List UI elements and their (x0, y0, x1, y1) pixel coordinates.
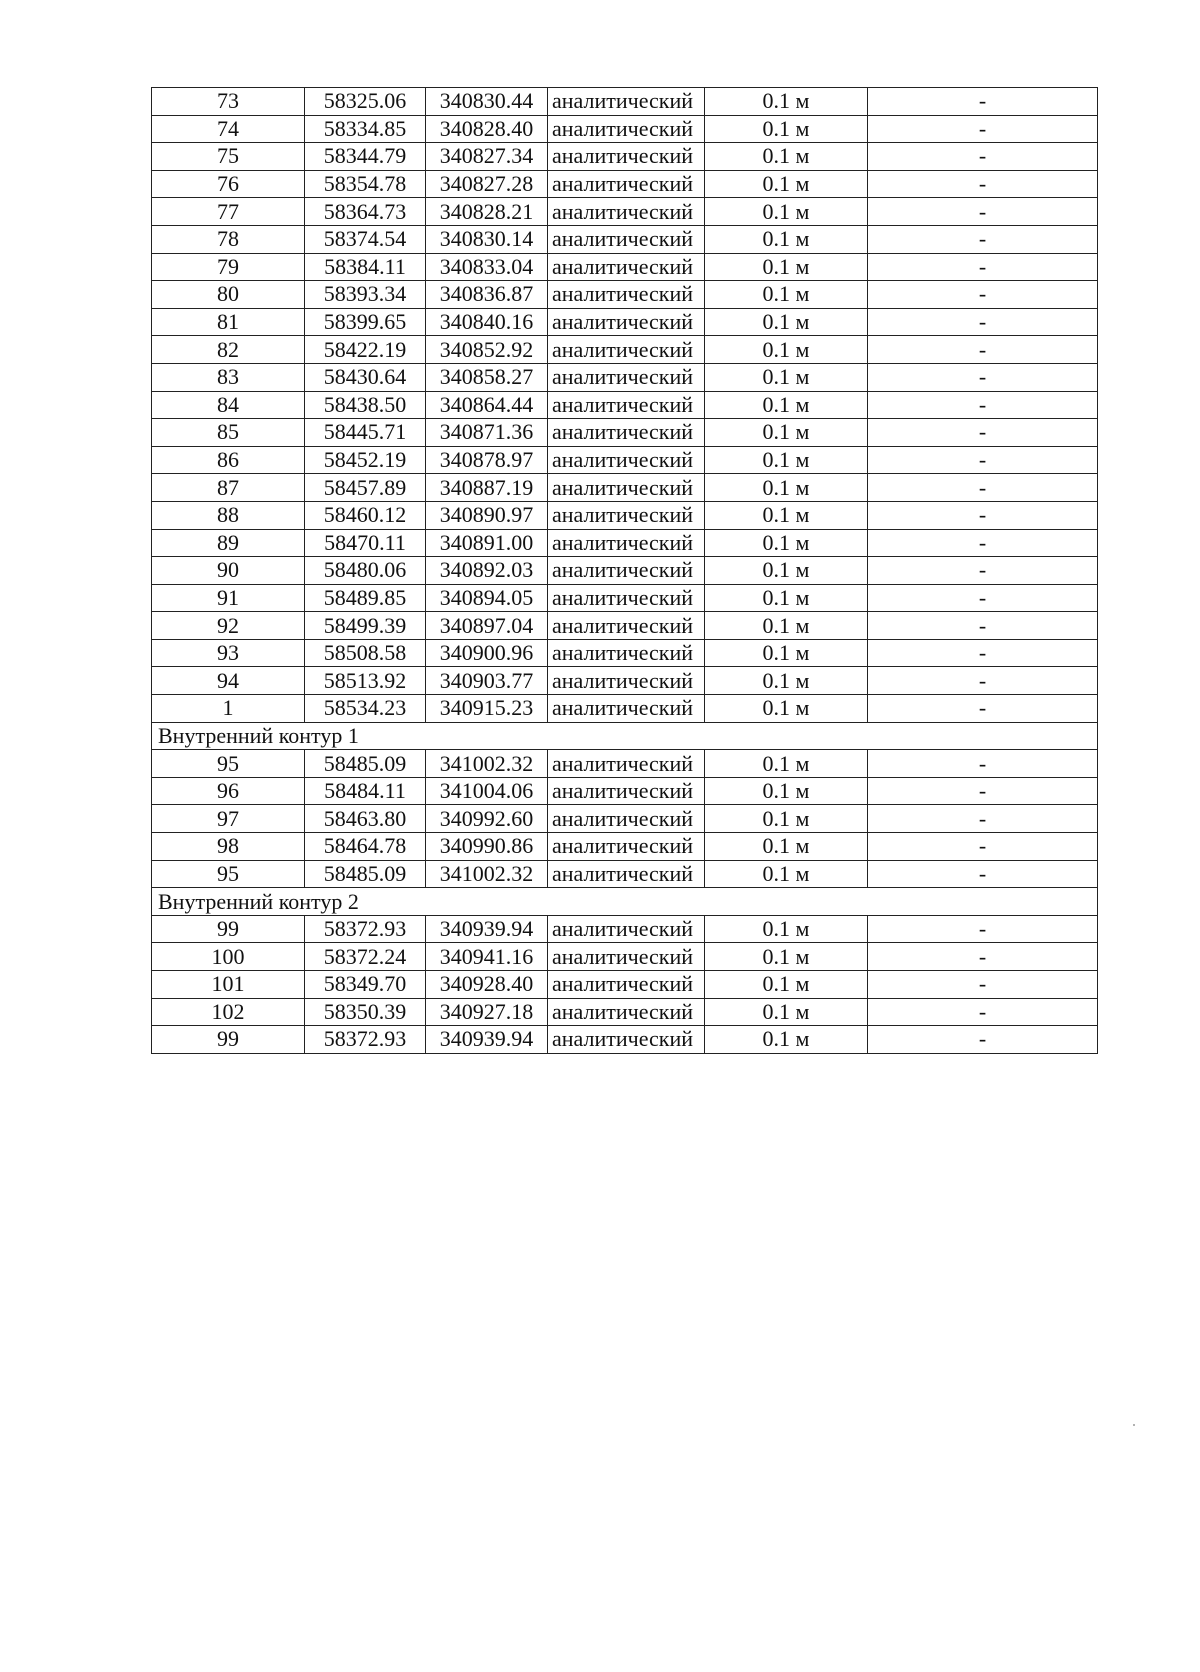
method-cell: аналитический (548, 474, 705, 502)
method-cell: аналитический (548, 943, 705, 971)
table-row (152, 253, 1098, 281)
note-cell: - (868, 529, 1098, 557)
method-cell: аналитический (548, 695, 705, 723)
y-coordinate-cell: 340903.77 (426, 667, 548, 695)
table-row (152, 612, 1098, 640)
note-cell: - (868, 115, 1098, 143)
point-number-cell: 98 (152, 833, 305, 861)
accuracy-cell: 0.1 м (705, 391, 868, 419)
coordinates-table (151, 87, 1098, 1054)
table-row (152, 971, 1098, 999)
point-number-cell: 73 (152, 88, 305, 116)
table-row (152, 446, 1098, 474)
note-cell: - (868, 695, 1098, 723)
point-number-cell: 92 (152, 612, 305, 640)
point-number-cell: 101 (152, 971, 305, 999)
point-number-cell: 95 (152, 750, 305, 778)
x-coordinate-cell: 58485.09 (305, 750, 426, 778)
note-cell: - (868, 88, 1098, 116)
accuracy-cell: 0.1 м (705, 446, 868, 474)
accuracy-cell: 0.1 м (705, 336, 868, 364)
table-row (152, 998, 1098, 1026)
accuracy-cell: 0.1 м (705, 750, 868, 778)
point-number-cell: 78 (152, 225, 305, 253)
accuracy-cell: 0.1 м (705, 833, 868, 861)
accuracy-cell: 0.1 м (705, 1026, 868, 1054)
table-row (152, 225, 1098, 253)
point-number-cell: 102 (152, 998, 305, 1026)
method-cell: аналитический (548, 501, 705, 529)
table-row (152, 143, 1098, 171)
y-coordinate-cell: 340887.19 (426, 474, 548, 502)
note-cell: - (868, 281, 1098, 309)
table-row (152, 474, 1098, 502)
table-row (152, 750, 1098, 778)
method-cell: аналитический (548, 143, 705, 171)
method-cell: аналитический (548, 584, 705, 612)
y-coordinate-cell: 340871.36 (426, 419, 548, 447)
method-cell: аналитический (548, 833, 705, 861)
table-row (152, 198, 1098, 226)
table-row (152, 805, 1098, 833)
accuracy-cell: 0.1 м (705, 225, 868, 253)
note-cell: - (868, 915, 1098, 943)
accuracy-cell: 0.1 м (705, 88, 868, 116)
y-coordinate-cell: 340890.97 (426, 501, 548, 529)
method-cell: аналитический (548, 115, 705, 143)
y-coordinate-cell: 340828.40 (426, 115, 548, 143)
note-cell: - (868, 667, 1098, 695)
table-row (152, 336, 1098, 364)
accuracy-cell: 0.1 м (705, 529, 868, 557)
x-coordinate-cell: 58499.39 (305, 612, 426, 640)
method-cell: аналитический (548, 667, 705, 695)
method-cell: аналитический (548, 198, 705, 226)
table-row (152, 308, 1098, 336)
point-number-cell: 83 (152, 363, 305, 391)
method-cell: аналитический (548, 639, 705, 667)
point-number-cell: 75 (152, 143, 305, 171)
x-coordinate-cell: 58460.12 (305, 501, 426, 529)
note-cell: - (868, 474, 1098, 502)
accuracy-cell: 0.1 м (705, 170, 868, 198)
accuracy-cell: 0.1 м (705, 474, 868, 502)
note-cell: - (868, 639, 1098, 667)
accuracy-cell: 0.1 м (705, 777, 868, 805)
y-coordinate-cell: 340830.14 (426, 225, 548, 253)
accuracy-cell: 0.1 м (705, 419, 868, 447)
point-number-cell: 79 (152, 253, 305, 281)
point-number-cell: 94 (152, 667, 305, 695)
y-coordinate-cell: 340927.18 (426, 998, 548, 1026)
y-coordinate-cell: 340827.28 (426, 170, 548, 198)
accuracy-cell: 0.1 м (705, 281, 868, 309)
y-coordinate-cell: 340852.92 (426, 336, 548, 364)
accuracy-cell: 0.1 м (705, 971, 868, 999)
y-coordinate-cell: 340897.04 (426, 612, 548, 640)
x-coordinate-cell: 58374.54 (305, 225, 426, 253)
note-cell: - (868, 308, 1098, 336)
table-row (152, 777, 1098, 805)
accuracy-cell: 0.1 м (705, 805, 868, 833)
method-cell: аналитический (548, 860, 705, 888)
point-number-cell: 74 (152, 115, 305, 143)
x-coordinate-cell: 58452.19 (305, 446, 426, 474)
y-coordinate-cell: 341002.32 (426, 860, 548, 888)
x-coordinate-cell: 58372.93 (305, 1026, 426, 1054)
method-cell: аналитический (548, 1026, 705, 1054)
note-cell: - (868, 391, 1098, 419)
note-cell: - (868, 860, 1098, 888)
note-cell: - (868, 363, 1098, 391)
point-number-cell: 1 (152, 695, 305, 723)
table-row (152, 860, 1098, 888)
note-cell: - (868, 253, 1098, 281)
x-coordinate-cell: 58350.39 (305, 998, 426, 1026)
point-number-cell: 87 (152, 474, 305, 502)
table-row (152, 501, 1098, 529)
method-cell: аналитический (548, 88, 705, 116)
point-number-cell: 100 (152, 943, 305, 971)
y-coordinate-cell: 340928.40 (426, 971, 548, 999)
note-cell: - (868, 419, 1098, 447)
accuracy-cell: 0.1 м (705, 667, 868, 695)
point-number-cell: 89 (152, 529, 305, 557)
accuracy-cell: 0.1 м (705, 915, 868, 943)
table-row (152, 391, 1098, 419)
x-coordinate-cell: 58470.11 (305, 529, 426, 557)
y-coordinate-cell: 340939.94 (426, 1026, 548, 1054)
table-row (152, 170, 1098, 198)
x-coordinate-cell: 58334.85 (305, 115, 426, 143)
point-number-cell: 76 (152, 170, 305, 198)
point-number-cell: 96 (152, 777, 305, 805)
method-cell: аналитический (548, 750, 705, 778)
note-cell: - (868, 971, 1098, 999)
point-number-cell: 77 (152, 198, 305, 226)
note-cell: - (868, 584, 1098, 612)
point-number-cell: 99 (152, 915, 305, 943)
x-coordinate-cell: 58463.80 (305, 805, 426, 833)
section-label: Внутренний контур 1 (152, 722, 1098, 750)
point-number-cell: 91 (152, 584, 305, 612)
accuracy-cell: 0.1 м (705, 501, 868, 529)
accuracy-cell: 0.1 м (705, 115, 868, 143)
x-coordinate-cell: 58464.78 (305, 833, 426, 861)
x-coordinate-cell: 58354.78 (305, 170, 426, 198)
note-cell: - (868, 1026, 1098, 1054)
y-coordinate-cell: 340939.94 (426, 915, 548, 943)
method-cell: аналитический (548, 446, 705, 474)
accuracy-cell: 0.1 м (705, 639, 868, 667)
y-coordinate-cell: 340827.34 (426, 143, 548, 171)
section-header-row (152, 888, 1098, 916)
y-coordinate-cell: 341004.06 (426, 777, 548, 805)
method-cell: аналитический (548, 998, 705, 1026)
x-coordinate-cell: 58384.11 (305, 253, 426, 281)
accuracy-cell: 0.1 м (705, 308, 868, 336)
table-row (152, 943, 1098, 971)
y-coordinate-cell: 340864.44 (426, 391, 548, 419)
method-cell: аналитический (548, 308, 705, 336)
method-cell: аналитический (548, 971, 705, 999)
scan-speck (1133, 1424, 1135, 1426)
table-row (152, 281, 1098, 309)
table-row (152, 88, 1098, 116)
method-cell: аналитический (548, 363, 705, 391)
y-coordinate-cell: 340891.00 (426, 529, 548, 557)
y-coordinate-cell: 340894.05 (426, 584, 548, 612)
note-cell: - (868, 833, 1098, 861)
x-coordinate-cell: 58508.58 (305, 639, 426, 667)
y-coordinate-cell: 340878.97 (426, 446, 548, 474)
x-coordinate-cell: 58513.92 (305, 667, 426, 695)
note-cell: - (868, 446, 1098, 474)
table-row (152, 115, 1098, 143)
table-row (152, 833, 1098, 861)
point-number-cell: 93 (152, 639, 305, 667)
accuracy-cell: 0.1 м (705, 143, 868, 171)
table-row (152, 584, 1098, 612)
y-coordinate-cell: 341002.32 (426, 750, 548, 778)
method-cell: аналитический (548, 777, 705, 805)
x-coordinate-cell: 58399.65 (305, 308, 426, 336)
x-coordinate-cell: 58480.06 (305, 557, 426, 585)
y-coordinate-cell: 340900.96 (426, 639, 548, 667)
x-coordinate-cell: 58364.73 (305, 198, 426, 226)
point-number-cell: 86 (152, 446, 305, 474)
section-label: Внутренний контур 2 (152, 888, 1098, 916)
note-cell: - (868, 777, 1098, 805)
point-number-cell: 99 (152, 1026, 305, 1054)
point-number-cell: 90 (152, 557, 305, 585)
accuracy-cell: 0.1 м (705, 584, 868, 612)
x-coordinate-cell: 58344.79 (305, 143, 426, 171)
accuracy-cell: 0.1 м (705, 612, 868, 640)
x-coordinate-cell: 58457.89 (305, 474, 426, 502)
x-coordinate-cell: 58372.93 (305, 915, 426, 943)
note-cell: - (868, 612, 1098, 640)
method-cell: аналитический (548, 915, 705, 943)
method-cell: аналитический (548, 225, 705, 253)
method-cell: аналитический (548, 391, 705, 419)
y-coordinate-cell: 340941.16 (426, 943, 548, 971)
y-coordinate-cell: 340992.60 (426, 805, 548, 833)
accuracy-cell: 0.1 м (705, 253, 868, 281)
x-coordinate-cell: 58372.24 (305, 943, 426, 971)
table-row (152, 363, 1098, 391)
x-coordinate-cell: 58422.19 (305, 336, 426, 364)
table-row (152, 695, 1098, 723)
table-row (152, 529, 1098, 557)
x-coordinate-cell: 58484.11 (305, 777, 426, 805)
note-cell: - (868, 557, 1098, 585)
note-cell: - (868, 170, 1098, 198)
note-cell: - (868, 943, 1098, 971)
table-row (152, 667, 1098, 695)
accuracy-cell: 0.1 м (705, 557, 868, 585)
x-coordinate-cell: 58393.34 (305, 281, 426, 309)
note-cell: - (868, 336, 1098, 364)
point-number-cell: 84 (152, 391, 305, 419)
point-number-cell: 88 (152, 501, 305, 529)
method-cell: аналитический (548, 253, 705, 281)
accuracy-cell: 0.1 м (705, 198, 868, 226)
note-cell: - (868, 805, 1098, 833)
method-cell: аналитический (548, 419, 705, 447)
y-coordinate-cell: 340840.16 (426, 308, 548, 336)
point-number-cell: 97 (152, 805, 305, 833)
y-coordinate-cell: 340858.27 (426, 363, 548, 391)
y-coordinate-cell: 340915.23 (426, 695, 548, 723)
x-coordinate-cell: 58534.23 (305, 695, 426, 723)
accuracy-cell: 0.1 м (705, 363, 868, 391)
method-cell: аналитический (548, 281, 705, 309)
note-cell: - (868, 998, 1098, 1026)
table-row (152, 557, 1098, 585)
note-cell: - (868, 198, 1098, 226)
method-cell: аналитический (548, 336, 705, 364)
table-row (152, 639, 1098, 667)
table-row (152, 419, 1098, 447)
point-number-cell: 95 (152, 860, 305, 888)
y-coordinate-cell: 340833.04 (426, 253, 548, 281)
y-coordinate-cell: 340892.03 (426, 557, 548, 585)
method-cell: аналитический (548, 612, 705, 640)
note-cell: - (868, 501, 1098, 529)
point-number-cell: 81 (152, 308, 305, 336)
x-coordinate-cell: 58489.85 (305, 584, 426, 612)
table-row (152, 1026, 1098, 1054)
x-coordinate-cell: 58325.06 (305, 88, 426, 116)
table-row (152, 915, 1098, 943)
method-cell: аналитический (548, 557, 705, 585)
note-cell: - (868, 143, 1098, 171)
note-cell: - (868, 225, 1098, 253)
accuracy-cell: 0.1 м (705, 695, 868, 723)
x-coordinate-cell: 58349.70 (305, 971, 426, 999)
x-coordinate-cell: 58445.71 (305, 419, 426, 447)
note-cell: - (868, 750, 1098, 778)
x-coordinate-cell: 58430.64 (305, 363, 426, 391)
point-number-cell: 80 (152, 281, 305, 309)
point-number-cell: 85 (152, 419, 305, 447)
accuracy-cell: 0.1 м (705, 860, 868, 888)
method-cell: аналитический (548, 805, 705, 833)
method-cell: аналитический (548, 529, 705, 557)
y-coordinate-cell: 340830.44 (426, 88, 548, 116)
x-coordinate-cell: 58438.50 (305, 391, 426, 419)
accuracy-cell: 0.1 м (705, 998, 868, 1026)
coordinates-table-body (152, 88, 1098, 1054)
method-cell: аналитический (548, 170, 705, 198)
y-coordinate-cell: 340828.21 (426, 198, 548, 226)
accuracy-cell: 0.1 м (705, 943, 868, 971)
point-number-cell: 82 (152, 336, 305, 364)
y-coordinate-cell: 340836.87 (426, 281, 548, 309)
x-coordinate-cell: 58485.09 (305, 860, 426, 888)
section-header-row (152, 722, 1098, 750)
y-coordinate-cell: 340990.86 (426, 833, 548, 861)
